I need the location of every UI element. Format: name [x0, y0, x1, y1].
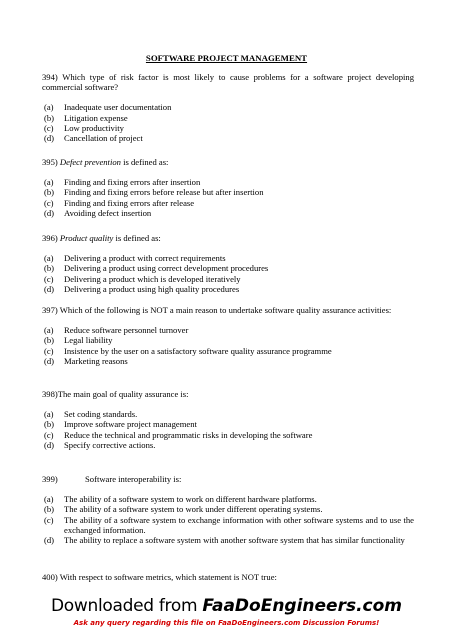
question-text — [42, 157, 414, 167]
option-label: (d) — [44, 283, 55, 294]
option — [42, 419, 414, 429]
question-number: 395) — [42, 157, 58, 167]
options-list — [42, 253, 414, 294]
question-397 — [42, 305, 414, 366]
option-label: (c) — [44, 273, 54, 284]
question-text — [42, 572, 414, 582]
option-text: Finding and fixing errors before release but after insertion — [64, 187, 264, 198]
option-text: Delivering a product which is developed iteratively — [64, 273, 241, 284]
option — [42, 535, 414, 545]
option — [42, 440, 414, 450]
option — [42, 325, 414, 335]
option-text: Avoiding defect insertion — [64, 207, 152, 218]
question-body: is defined as: — [120, 157, 169, 167]
question-text — [42, 305, 414, 315]
option-label: (b) — [44, 263, 55, 274]
option-text: The ability of a software system to work on different hardware platforms. — [64, 494, 317, 505]
option — [42, 504, 414, 514]
option-text: Marketing reasons — [64, 355, 128, 366]
option-label: (d) — [44, 133, 55, 144]
question-body: Which of the following is NOT a main reason to undertake software quality assurance activities: — [59, 305, 392, 315]
option-text: Cancellation of project — [64, 133, 143, 144]
options-list — [42, 177, 414, 218]
question-399 — [42, 474, 414, 545]
page-title: SOFTWARE PROJECT MANAGEMENT — [145, 53, 308, 63]
option-label: (a) — [44, 177, 54, 188]
option-label: (a) — [44, 494, 54, 505]
option-label: (a) — [44, 253, 54, 264]
option-label: (b) — [44, 504, 55, 515]
option — [42, 335, 414, 345]
options-list — [42, 325, 414, 366]
option-label: (b) — [44, 335, 55, 346]
options-list — [42, 102, 414, 143]
watermark-prefix: Downloaded from — [50, 596, 203, 616]
watermark-brand: FaaDoEngineers.com — [202, 596, 403, 616]
question-body: The main goal of quality assurance is: — [57, 389, 189, 399]
option — [42, 263, 414, 273]
option — [42, 102, 414, 112]
question-number: 399) — [42, 474, 58, 484]
option — [42, 177, 414, 187]
option-label: (c) — [44, 197, 54, 208]
option-label: (d) — [44, 207, 55, 218]
option-text: Litigation expense — [64, 112, 128, 123]
option — [42, 494, 414, 504]
option — [42, 208, 414, 218]
option-text: Inadequate user documentation — [64, 102, 172, 113]
question-term: Product quality — [59, 233, 114, 243]
option-text: Low productivity — [64, 122, 124, 133]
question-400 — [42, 572, 414, 582]
option-label: (d) — [44, 535, 55, 546]
option-label: (d) — [44, 355, 55, 366]
question-body: Software interoperability is: — [85, 474, 182, 484]
option-text: Improve software project management — [64, 419, 197, 430]
option-text: Reduce software personnel turnover — [64, 325, 189, 336]
option-label: (c) — [44, 429, 54, 440]
question-text — [42, 72, 414, 92]
question-number: 398) — [42, 389, 58, 399]
option-label: (a) — [44, 409, 54, 420]
option — [42, 430, 414, 440]
question-394 — [42, 72, 414, 143]
question-text — [42, 389, 414, 399]
option-text: Specify corrective actions. — [64, 439, 156, 450]
option-label: (c) — [44, 345, 54, 356]
download-watermark — [0, 596, 453, 616]
option-text: Delivering a product using correct development procedures — [64, 263, 269, 274]
question-398 — [42, 389, 414, 450]
option — [42, 253, 414, 263]
option-text: The ability to replace a software system with another software system that has similar functionality — [64, 535, 405, 546]
option-label: (b) — [44, 187, 55, 198]
option-label: (d) — [44, 439, 55, 450]
question-396 — [42, 233, 414, 294]
option-text: Delivering a product with correct requirements — [64, 253, 226, 264]
option-text: The ability of a software system to work under different operating systems. — [64, 504, 323, 515]
question-body: is defined as: — [113, 233, 161, 243]
option — [42, 356, 414, 366]
option-text: Delivering a product using high quality procedures — [64, 283, 240, 294]
question-body: Which type of risk factor is most likely to cause problems for a software project developing commercial software? — [42, 72, 415, 93]
options-list — [42, 409, 414, 450]
option — [42, 409, 414, 419]
question-number: 394) — [42, 72, 58, 82]
question-number: 400) — [42, 572, 58, 582]
question-term: Defect prevention — [59, 157, 121, 167]
option — [42, 346, 414, 356]
options-list — [42, 494, 414, 545]
option-text: Finding and fixing errors after release — [64, 197, 195, 208]
question-body: With respect to software metrics, which statement is NOT true: — [59, 572, 277, 582]
option — [42, 515, 414, 535]
option-text: The ability of a software system to exchange information with other software systems and to use the exchanged information. — [64, 514, 414, 535]
question-395 — [42, 157, 414, 218]
option — [42, 284, 414, 294]
question-text — [42, 233, 414, 243]
option-label: (c) — [44, 514, 54, 525]
option-text: Reduce the technical and programmatic risks in developing the software — [64, 429, 313, 440]
option — [42, 198, 414, 208]
question-number: 397) — [42, 305, 58, 315]
option-text: Finding and fixing errors after insertion — [64, 177, 201, 188]
option-label: (b) — [44, 112, 55, 123]
option — [42, 113, 414, 123]
option-text: Set coding standards. — [64, 409, 138, 420]
question-text — [42, 474, 414, 484]
option — [42, 274, 414, 284]
option — [42, 187, 414, 197]
forum-notice: Ask any query regarding this file on FaaDoEngineers.com Discussion Forums! — [73, 619, 380, 627]
option — [42, 123, 414, 133]
option — [42, 133, 414, 143]
option-label: (b) — [44, 419, 55, 430]
question-number: 396) — [42, 233, 58, 243]
option-text: Insistence by the user on a satisfactory software quality assurance programme — [64, 345, 332, 356]
option-label: (c) — [44, 122, 54, 133]
option-text: Legal liability — [64, 335, 113, 346]
option-label: (a) — [44, 102, 54, 113]
option-label: (a) — [44, 325, 54, 336]
